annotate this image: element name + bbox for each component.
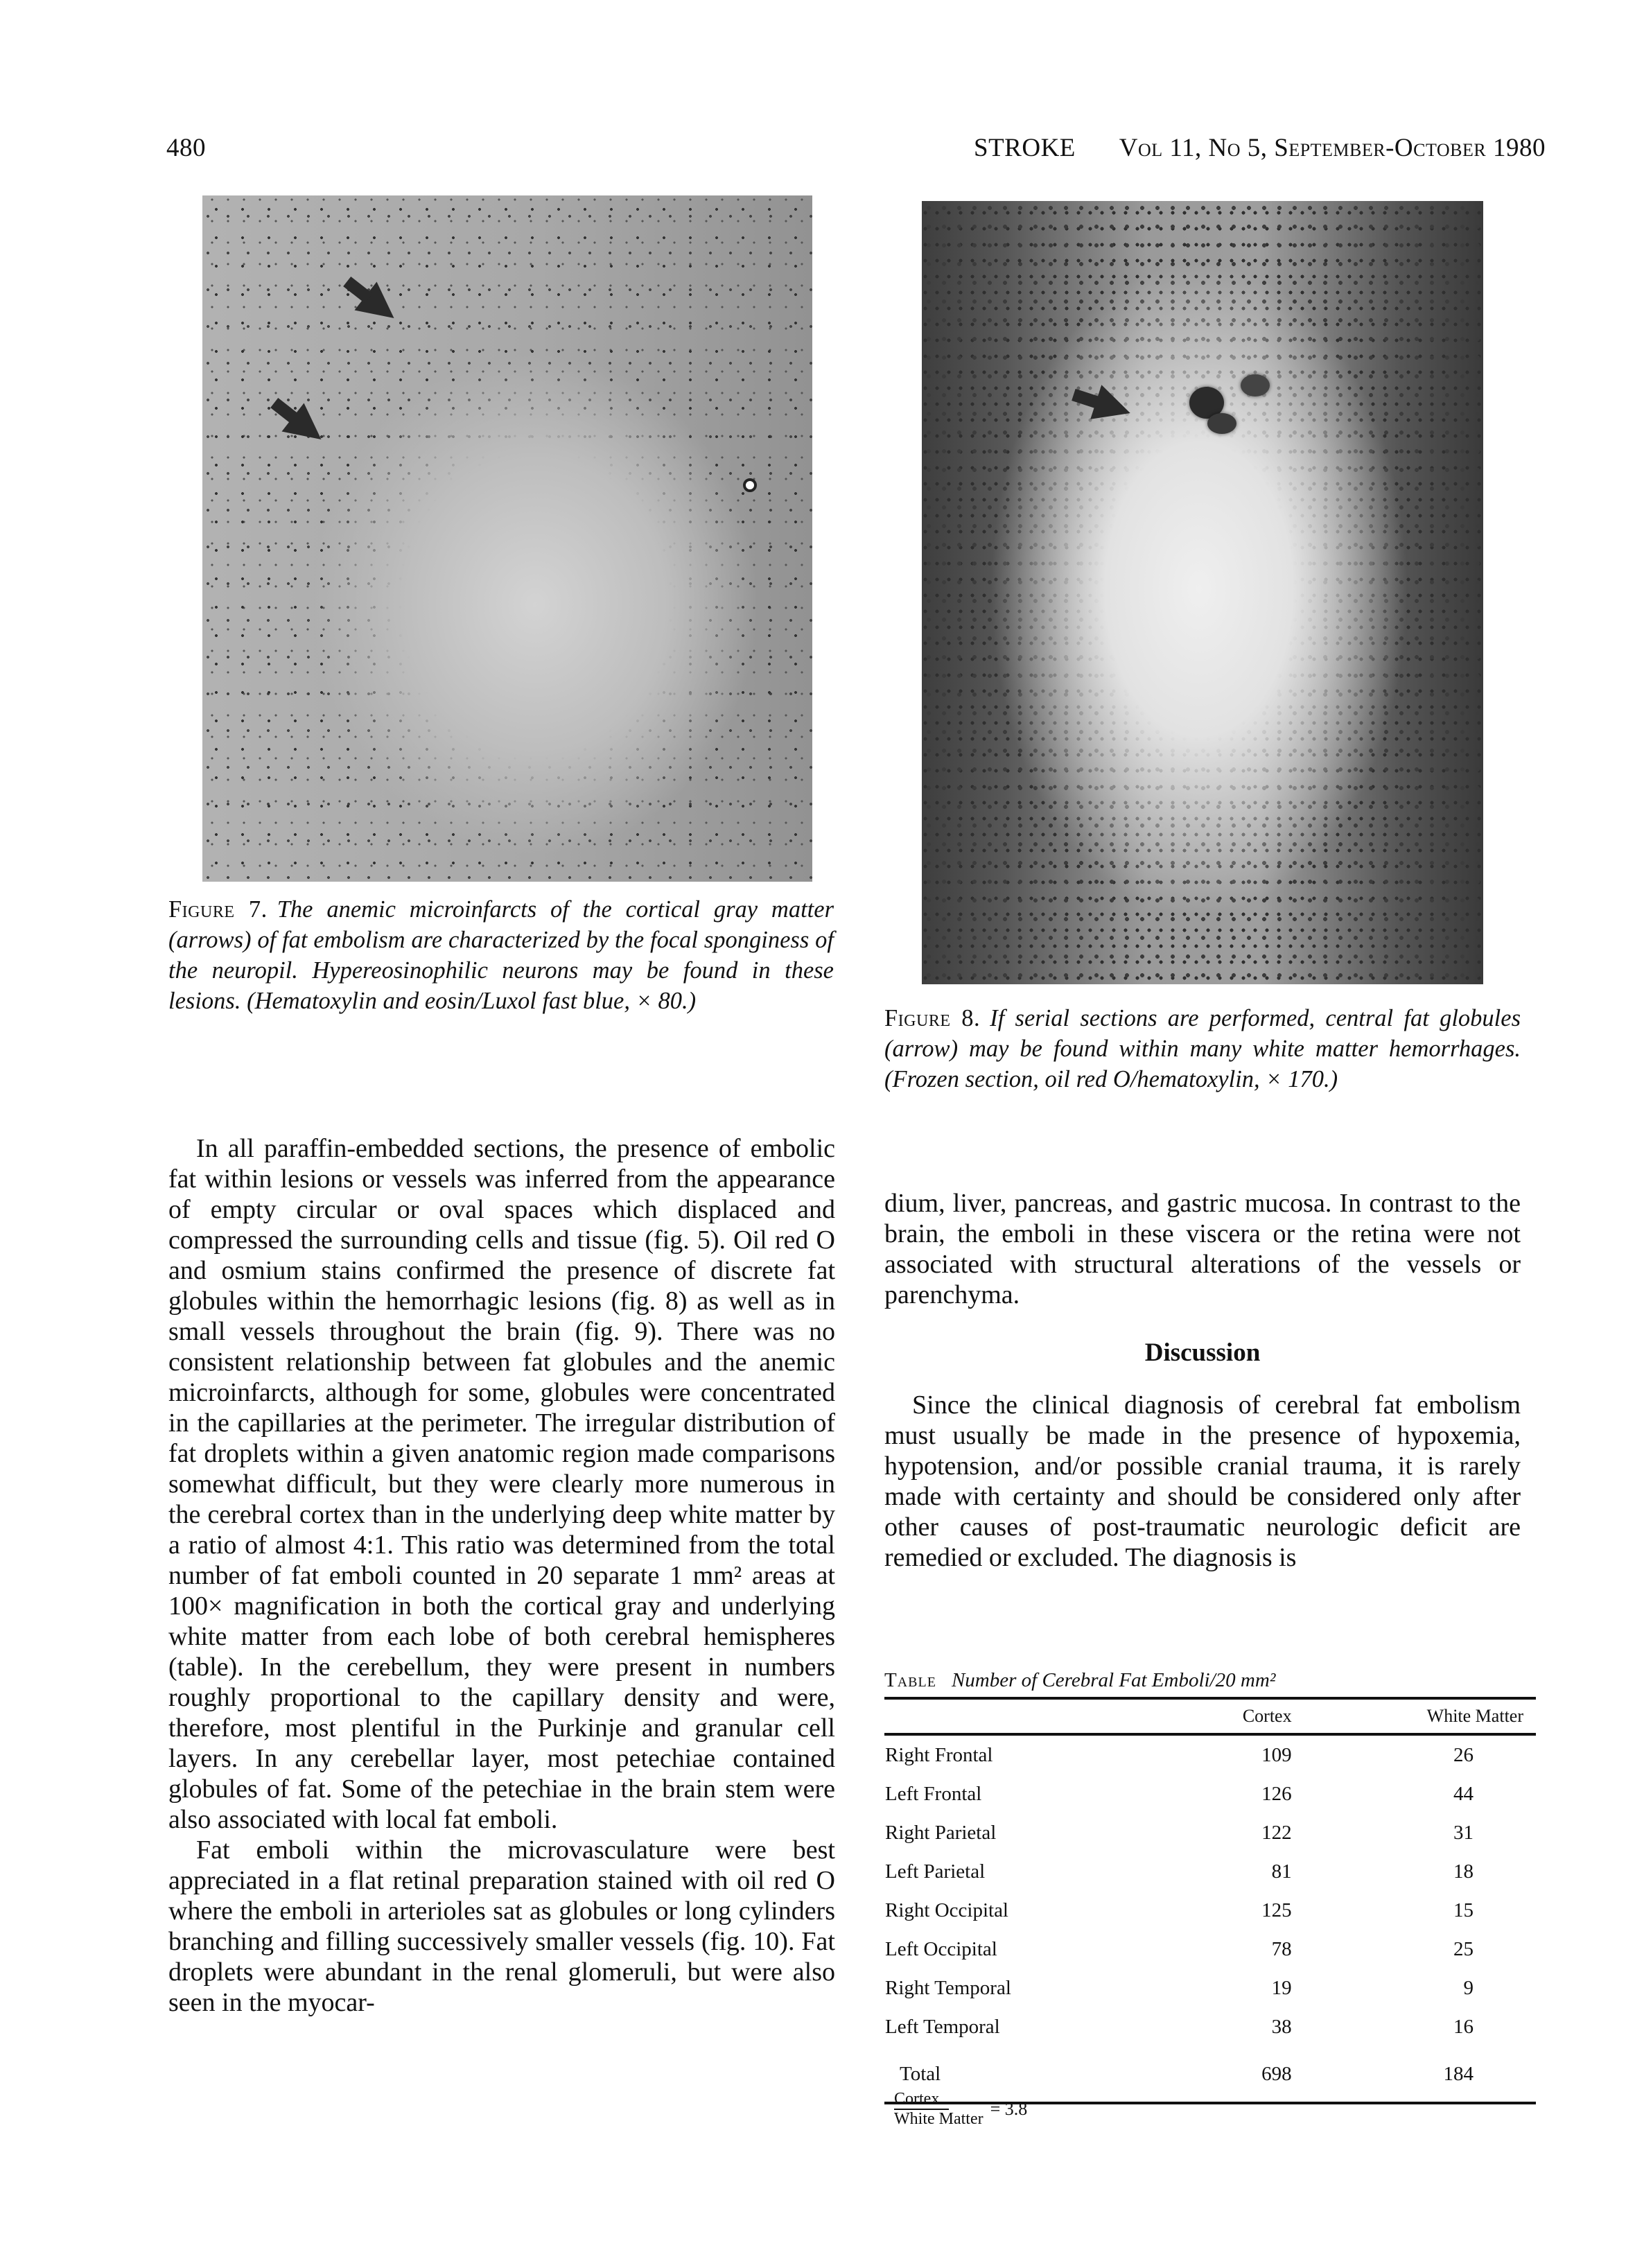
white-matter-cell: 31 — [1453, 1821, 1474, 1844]
body-paragraph: Fat emboli within the microvasculature were best appreciated in a flat retinal preparation stained with oil red O where the emboli in arterioles sat as globules or long cylinders branching and filling successively smaller vessels (fig. 10). Fat droplets were abundant in the renal glomeruli, but were also seen in the myocar- — [168, 1835, 835, 2017]
region-cell: Right Parietal — [885, 1821, 997, 1844]
table-row — [884, 1774, 1536, 1813]
issue-info: Vol 11, No 5, September-October 1980 — [1119, 134, 1546, 162]
column-header-cortex: Cortex — [1242, 1706, 1292, 1726]
emboli-table — [884, 1697, 1536, 2104]
cortex-cell: 109 — [1261, 1743, 1292, 1766]
fat-globule — [1241, 374, 1270, 396]
region-cell: Right Frontal — [885, 1743, 993, 1766]
ratio-value: = 3.8 — [990, 2099, 1028, 2119]
region-cell: Right Occipital — [885, 1899, 1008, 1921]
ratio-fraction — [894, 2090, 983, 2129]
journal-name: STROKE — [974, 134, 1076, 162]
region-cell: Left Temporal — [885, 2015, 1000, 2038]
caption-text: The anemic microinfarcts of the cortical gray matter (arrows) of fat embolism are characterized by the focal sponginess of the neuropil. Hypereosinophilic neurons may be found in these lesions. (Hematoxylin and eosin/Luxol fast blue, × 80.) — [168, 896, 834, 1014]
arrow-icon — [282, 403, 333, 454]
figure-label: Figure 8. — [884, 1005, 981, 1031]
ratio-denominator: White Matter — [894, 2110, 983, 2128]
page-number: 480 — [166, 134, 206, 162]
region-cell: Left Parietal — [885, 1860, 986, 1883]
right-column-continuation — [884, 1188, 1521, 1310]
table-label: Table — [884, 1669, 936, 1691]
table-title — [884, 1669, 1536, 1692]
region-cell: Left Occipital — [885, 1937, 997, 1960]
running-head — [166, 125, 1546, 166]
white-matter-cell: 26 — [1453, 1743, 1474, 1766]
figure-8-caption — [884, 1003, 1521, 1094]
caption-text: If serial sections are performed, central fat globules (arrow) may be found within many white matter hemorrhages. (Frozen section, oil red O/hematoxylin, × 170.) — [884, 1005, 1521, 1092]
column-header-region — [884, 1698, 1187, 1734]
arrow-icon — [1090, 385, 1136, 430]
body-paragraph: dium, liver, pancreas, and gastric mucosa. In contrast to the brain, the emboli in these viscera or the retina were not associated with structural alterations of the vessels or parenchyma. — [884, 1189, 1521, 1309]
region-cell: Left Frontal — [885, 1782, 982, 1805]
fat-globule — [1207, 413, 1236, 434]
table-row — [884, 2007, 1536, 2046]
arrow-icon — [355, 282, 405, 333]
cortex-cell: 122 — [1261, 1821, 1292, 1844]
cortex-cell: 78 — [1271, 1937, 1292, 1960]
figure-7-caption — [168, 894, 834, 1016]
table-caption: Number of Cerebral Fat Emboli/20 mm² — [951, 1669, 1276, 1691]
cortex-cell: 81 — [1271, 1860, 1292, 1883]
table-row — [884, 1852, 1536, 1891]
white-matter-cell: 25 — [1453, 1937, 1474, 1960]
figure-7-image — [202, 195, 812, 882]
white-matter-cell: 9 — [1463, 1976, 1474, 1999]
table-header-row — [884, 1698, 1536, 1734]
table-row — [884, 1734, 1536, 1774]
region-cell: Right Temporal — [885, 1976, 1011, 1999]
white-matter-cell: 18 — [1453, 1860, 1474, 1883]
table-row — [884, 1969, 1536, 2007]
cortex-cell: 19 — [1271, 1976, 1292, 1999]
total-cortex: 698 — [1261, 2062, 1292, 2085]
cortex-white-matter-ratio — [894, 2090, 1027, 2129]
total-white-matter: 184 — [1443, 2062, 1474, 2085]
figure-label: Figure 7. — [168, 896, 268, 923]
discussion-body — [884, 1390, 1521, 1573]
body-paragraph: In all paraffin-embedded sections, the presence of embolic fat within lesions or vessels was inferred from the appearance of empty circular or oval spaces which displaced and compressed the surrounding cells and tissue (fig. 5). Oil red O and osmium stains confirmed the presence of discrete fat globules within the hemorrhagic lesions (fig. 8) as well as in small vessels throughout the brain (fig. 9). There was no consistent relationship between fat globules and the anemic microinfarcts, although for some, globules were concentrated in the capillaries at the perimeter. The irregular distribution of fat droplets within a given anatomic region made comparisons somewhat difficult, but they were clearly more numerous in the cerebral cortex than in the underlying deep white matter by a ratio of almost 4:1. This ratio was determined from the total number of fat emboli counted in 20 separate 1 mm² areas at 100× magnification in both the cortical gray and underlying white matter from each lobe of both cerebral hemispheres (table). In the cerebellum, they were present in numbers roughly proportional to the capillary density and were, therefore, most plentiful in the Purkinje and granular cell layers. In any cerebellar layer, most petechiae contained globules of fat. Some of the petechiae in the brain stem were also associated with local fat emboli. — [168, 1134, 835, 1834]
column-header-white-matter: White Matter — [1426, 1706, 1523, 1726]
cortex-cell: 125 — [1261, 1899, 1292, 1921]
marker-dot-icon — [743, 478, 757, 492]
table-row — [884, 1891, 1536, 1930]
figure-8-image — [922, 201, 1483, 984]
table-row — [884, 1813, 1536, 1852]
cortex-cell: 38 — [1271, 2015, 1292, 2038]
white-matter-cell: 15 — [1453, 1899, 1474, 1921]
total-label: Total — [900, 2062, 941, 2085]
table-row — [884, 1930, 1536, 1969]
ratio-numerator: Cortex — [894, 2090, 949, 2110]
white-matter-cell: 16 — [1453, 2015, 1474, 2038]
body-paragraph: Since the clinical diagnosis of cerebral fat embolism must usually be made in the presence of hypoxemia, hypotension, and/or possible cranial trauma, it is rarely made with certainty and should be considered only after other causes of post-traumatic neurologic deficit are remedied or excluded. The diagnosis is — [884, 1390, 1521, 1572]
cortex-cell: 126 — [1261, 1782, 1292, 1805]
white-matter-cell: 44 — [1453, 1782, 1474, 1805]
left-column-body — [168, 1133, 835, 2018]
section-heading-discussion: Discussion — [1144, 1338, 1261, 1367]
